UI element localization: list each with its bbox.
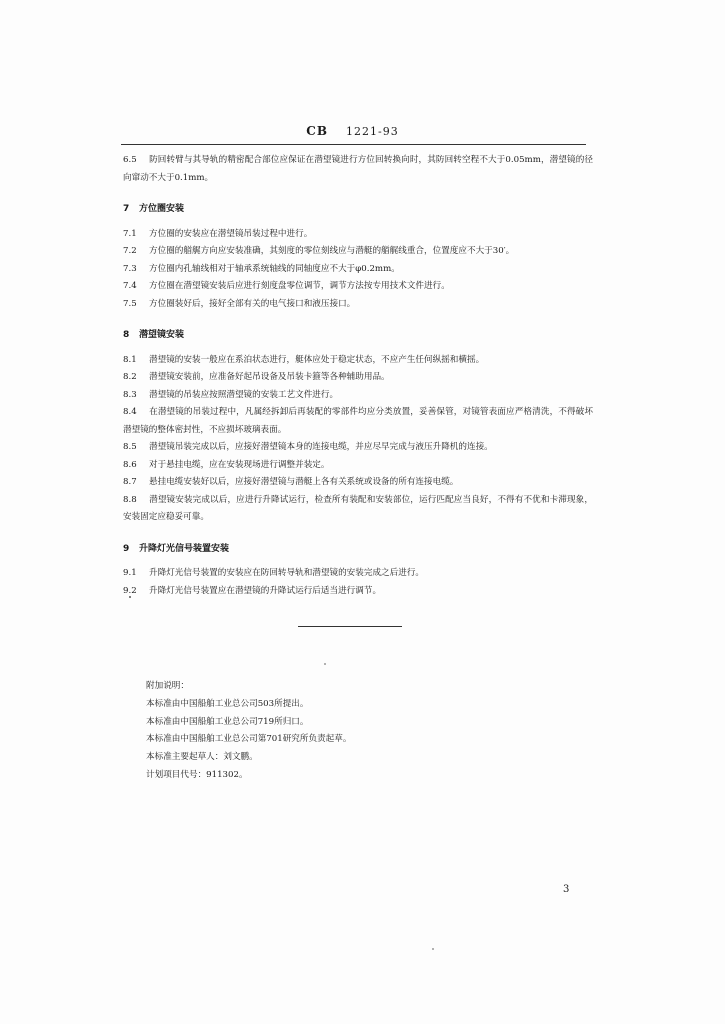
clause-text: 潜望镜安装完成以后，应进行升降试运行，检查所有装配和安装部位，运行匹配应当良好，不得有不优和卡滞现象，安装固定应稳妥可靠。 [123,494,593,522]
clause-number: 7.4 [123,281,137,291]
clause-number: 7 [123,204,130,214]
clause-paragraph [123,296,593,314]
scan-speck [432,948,434,950]
clause-number: 9.1 [123,568,137,578]
clause-text: 潜望镜安装前，应准备好起吊设备及吊装卡箍等各种辅助用品。 [149,372,390,382]
section-gap [123,527,593,535]
clause-number: 8.6 [123,459,137,470]
clause-text: 升降灯光信号装置应在潜望镜的升降试运行后适当进行调节。 [149,585,382,596]
page-number: 3 [563,884,570,895]
clause-text: 升降灯光信号装置安装 [139,543,230,554]
clause-paragraph [123,152,593,187]
clause-paragraph [123,404,593,439]
clause-number: 8.8 [123,494,137,505]
clause-paragraph [123,278,593,296]
page-header [120,124,585,144]
clause-text: 方位圈安装 [139,204,185,214]
section-heading [123,327,593,345]
notes-line: 本标准由中国船舶工业总公司719所归口。 [146,716,309,727]
clause-paragraph [123,243,593,261]
scan-speck [129,596,131,598]
clause-number: 8 [123,330,130,340]
clause-paragraph [123,565,593,583]
clause-text: 潜望镜吊装完成以后，应接好潜望镜本身的连接电缆，并应尽早完成与液压升降机的连接。 [149,442,493,452]
end-of-text-rule [298,626,402,627]
clause-number: 8.2 [123,372,137,382]
clause-number: 6.5 [123,155,137,165]
notes-line: 计划项目代号：911302。 [146,769,248,780]
section-gap [123,313,593,321]
clause-text: 防回转臂与其导轨的精密配合部位应保证在潜望镜进行方位回转换向时，其防回转空程不大于0.05mm，潜望镜的径向窜动不大于0.1mm。 [123,155,593,183]
clause-text: 在潜望镜的吊装过程中，凡属经拆卸后再装配的零部件均应分类放置，妥善保管，对镜管表面应严格清洗，不得破坏潜望镜的整体密封性，不应损坏玻璃表面。 [123,407,593,435]
notes-line: 本标准由中国船舶工业总公司503所提出。 [146,698,309,709]
clause-paragraph [123,457,593,475]
clause-paragraph [123,474,593,492]
clause-number: 8.3 [123,389,137,400]
clause-text: 方位圈装好后，接好全部有关的电气接口和液压接口。 [149,298,356,309]
clause-text: 潜望镜的吊装应按照潜望镜的安装工艺文件进行。 [149,389,339,400]
clause-number: 7.1 [123,228,137,239]
additional-notes [146,678,446,785]
clause-number: 7.3 [123,263,137,274]
standard-code: CB [306,124,328,138]
clause-text: 潜望镜安装 [139,330,185,340]
notes-line: 本标准由中国船舶工业总公司第701研究所负责起草。 [146,734,352,745]
section-heading [123,201,593,219]
clause-number: 8.1 [123,354,137,365]
clause-number: 9.2 [123,585,137,596]
clause-number: 7.5 [123,298,137,309]
clause-text: 悬挂电缆安装好以后，应接好潜望镜与潜艇上各有关系统或设备的所有连接电缆。 [149,477,459,487]
section-heading [123,541,593,559]
clause-paragraph [123,492,593,527]
section-gap [123,187,593,195]
notes-line: 本标准主要起草人：刘文鹏。 [146,752,258,763]
clause-paragraph [123,439,593,457]
clause-number: 9 [123,543,130,554]
standard-number: 1221-93 [345,125,399,138]
clause-paragraph [123,352,593,370]
clause-paragraph [123,369,593,387]
notes-title: 附加说明： [146,681,189,691]
clause-number: 8.4 [123,407,137,417]
clause-text: 升降灯光信号装置的安装应在防回转导轨和潜望镜的安装完成之后进行。 [149,568,425,578]
clause-paragraph [123,387,593,405]
clause-paragraph [123,261,593,279]
clause-text: 方位圈在潜望镜安装后应进行刻度盘零位调节，调节方法按专用技术文件进行。 [149,281,450,291]
clause-paragraph [123,226,593,244]
clause-number: 8.5 [123,442,137,452]
header-divider [121,144,586,145]
clause-text: 对于悬挂电缆，应在安装现场进行调整并装定。 [149,459,330,470]
scan-speck [324,663,326,665]
clause-paragraph [123,583,593,601]
clause-number: 7.2 [123,246,137,256]
clause-text: 方位圈的安装应在潜望镜吊装过程中进行。 [149,228,313,239]
clause-text: 潜望镜的安装一般应在系泊状态进行，艇体应处于稳定状态，不应产生任何纵摇和横摇。 [149,354,485,365]
main-content [123,152,593,600]
clause-number: 8.7 [123,477,137,487]
clause-text: 方位圈内孔轴线相对于轴承系统轴线的同轴度应不大于φ0.2mm。 [149,263,400,274]
clause-text: 方位圈的艏艉方向应安装准确，其刻度的零位刻线应与潜艇的艏艉线重合，位置度应不大于30′。 [149,246,515,256]
